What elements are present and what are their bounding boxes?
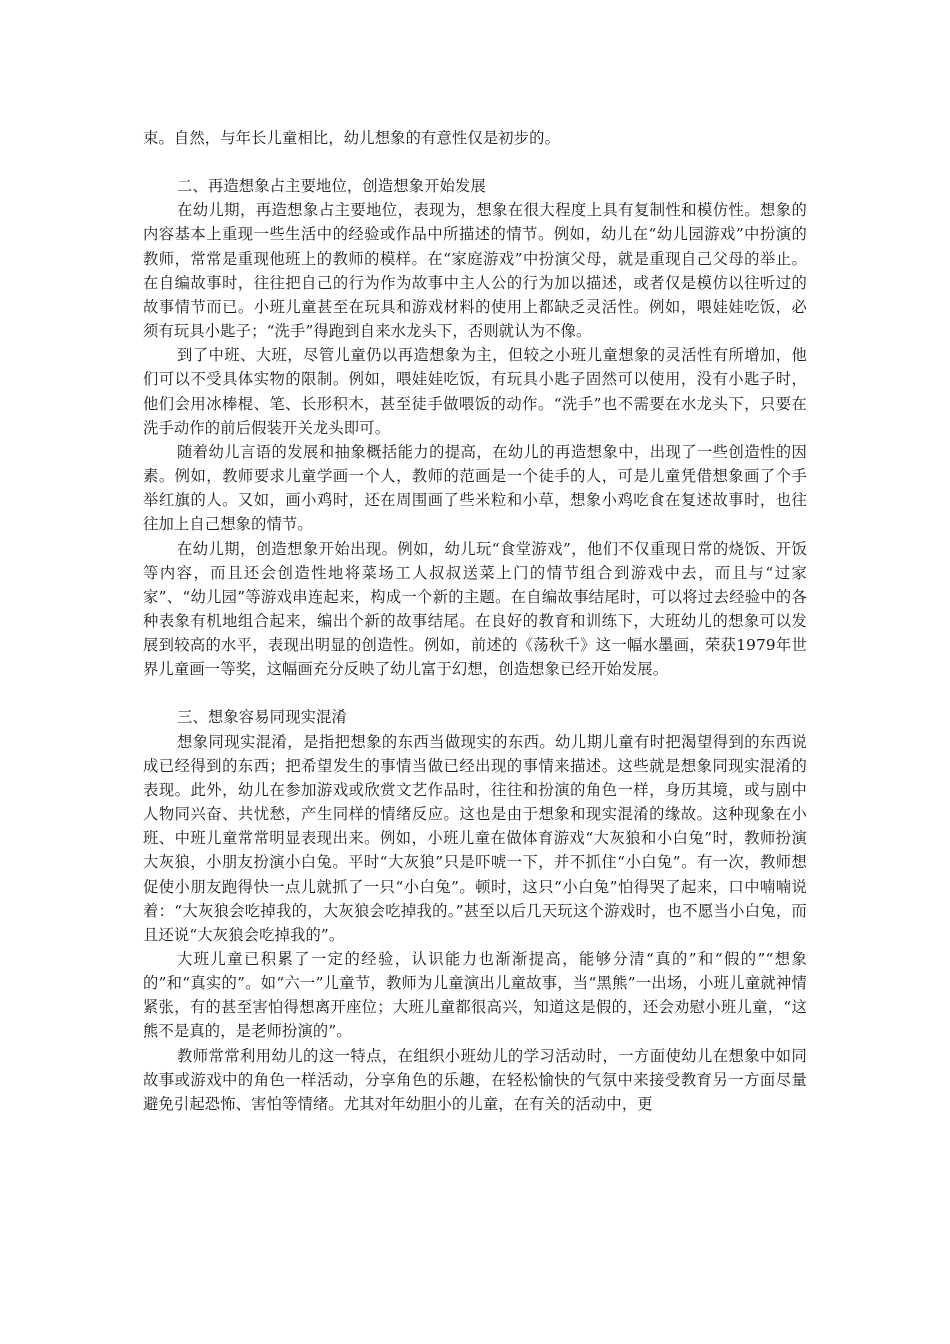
section-heading: 三、想象容易同现实混淆 (177, 708, 347, 727)
continuation-text: 束。自然，与年长儿童相比，幼儿想象的有意性仅是初步的。 (143, 129, 561, 147)
paragraph: 随着幼儿言语的发展和抽象概括能力的提高，在幼儿的再造想象中，出现了一些创造性的因素。例如，教师要求儿童学画一个人，教师的范画是一个徒手的人，可是儿童凭借想象画了个手举红旗的人。又如，画小鸡时，还在周围画了些米粒和小草，想象小鸡吃食在复述故事时，也往往加上自己想象的情节。 (143, 442, 807, 534)
paragraph: 在幼儿期，创造想象开始出现。例如，幼儿玩“食堂游戏”，他们不仅重现日常的烧饭、开饭等内容，而且还会创造性地将菜场工人叔叔送菜上门的情节组合到游戏中去，而且与“过家家”、“幼儿园”等游戏串连起来，构成一个新的主题。在自编故事结尾时，可以将过去经验中的各种表象有机地组合起来，编出个新的故事结尾。在良好的教育和训练下，大班幼儿的想象可以发展到较高的水平，表现出明显的创造性。例如，前述的《荡秋千》这一幅水墨画，荣获1979年世界儿童画一等奖，这幅画充分反映了幼儿富于幻想，创造想象已经开始发展。 (143, 539, 807, 679)
paragraph: 教师常常利用幼儿的这一特点，在组织小班幼儿的学习活动时，一方面使幼儿在想象中如同故事或游戏中的角色一样活动，分享角色的乐趣，在轻松愉快的气氛中来接受教育另一方面尽量避免引起恐怖、害怕等情绪。尤其对年幼胆小的儿童，在有关的活动中，更 (143, 1046, 807, 1113)
paragraph: 到了中班、大班，尽管儿童仍以再造想象为主，但较之小班儿童想象的灵活性有所增加，他们可以不受具体实物的限制。例如，喂娃娃吃饭，有玩具小匙子固然可以使用，没有小匙子时，他们会用冰棒棍、笔、长形积木，甚至徒手做喂饭的动作。“洗手”也不需要在水龙头下，只要在洗手动作的前后假装开关龙头即可。 (143, 346, 807, 437)
paragraph: 大班儿童已积累了一定的经验，认识能力也渐渐提高，能够分清“真的”和“假的”“想象的”和“真实的”。如“六一”儿童节，教师为儿童演出儿童故事，当“黑熊”一出场，小班儿童就神情紧张，有的甚至害怕得想离开座位；大班儿童都很高兴，知道这是假的，还会劝慰小班儿童，“这熊不是真的，是老师扮演的”。 (143, 950, 807, 1041)
document-page (143, 126, 807, 1116)
paragraph: 在幼儿期，再造想象占主要地位，表现为，想象在很大程度上具有复制性和模仿性。想象的内容基本上重现一些生活中的经验或作品中所描述的情节。例如，幼儿在“幼儿园游戏”中扮演的教师，常常是重现他班上的教师的模样。在“家庭游戏”中扮演父母，就是重现自己父母的举止。在自编故事时，往往把自己的行为作为故事中主人公的行为加以描述，或者仅是模仿以往听过的故事情节而已。小班儿童甚至在玩具和游戏材料的使用上都缺乏灵活性。例如，喂娃娃吃饭，必须有玩具小匙子；“洗手”得跑到自来水龙头下，否则就认为不像。 (143, 201, 807, 341)
paragraph: 想象同现实混淆，是指把想象的东西当做现实的东西。幼儿期儿童有时把渴望得到的东西说成已经得到的东西；把希望发生的事情当做已经出现的事情来描述。这些就是想象同现实混淆的表现。此外，幼儿在参加游戏或欣赏文艺作品时，往往和扮演的角色一样，身历其境，或与剧中人物同兴奋、共忧愁，产生同样的情绪反应。这也是由于想象和现实混淆的缘故。这种现象在小班、中班儿童常常明显表现出来。例如，小班儿童在做体育游戏“大灰狼和小白兔”时，教师扮演大灰狼，小朋友扮演小白兔。平时“大灰狼”只是吓唬一下，并不抓住“小白兔”。有一次，教师想促使小朋友跑得快一点儿就抓了一只“小白兔”。顿时，这只“小白兔”怕得哭了起来，口中喃喃说着：“大灰狼会吃掉我的，大灰狼会吃掉我的。”甚至以后几天玩这个游戏时，也不愿当小白兔，而且还说“大灰狼会吃掉我的”。 (143, 732, 807, 944)
section-heading: 二、再造想象占主要地位，创造想象开始发展 (177, 177, 486, 196)
